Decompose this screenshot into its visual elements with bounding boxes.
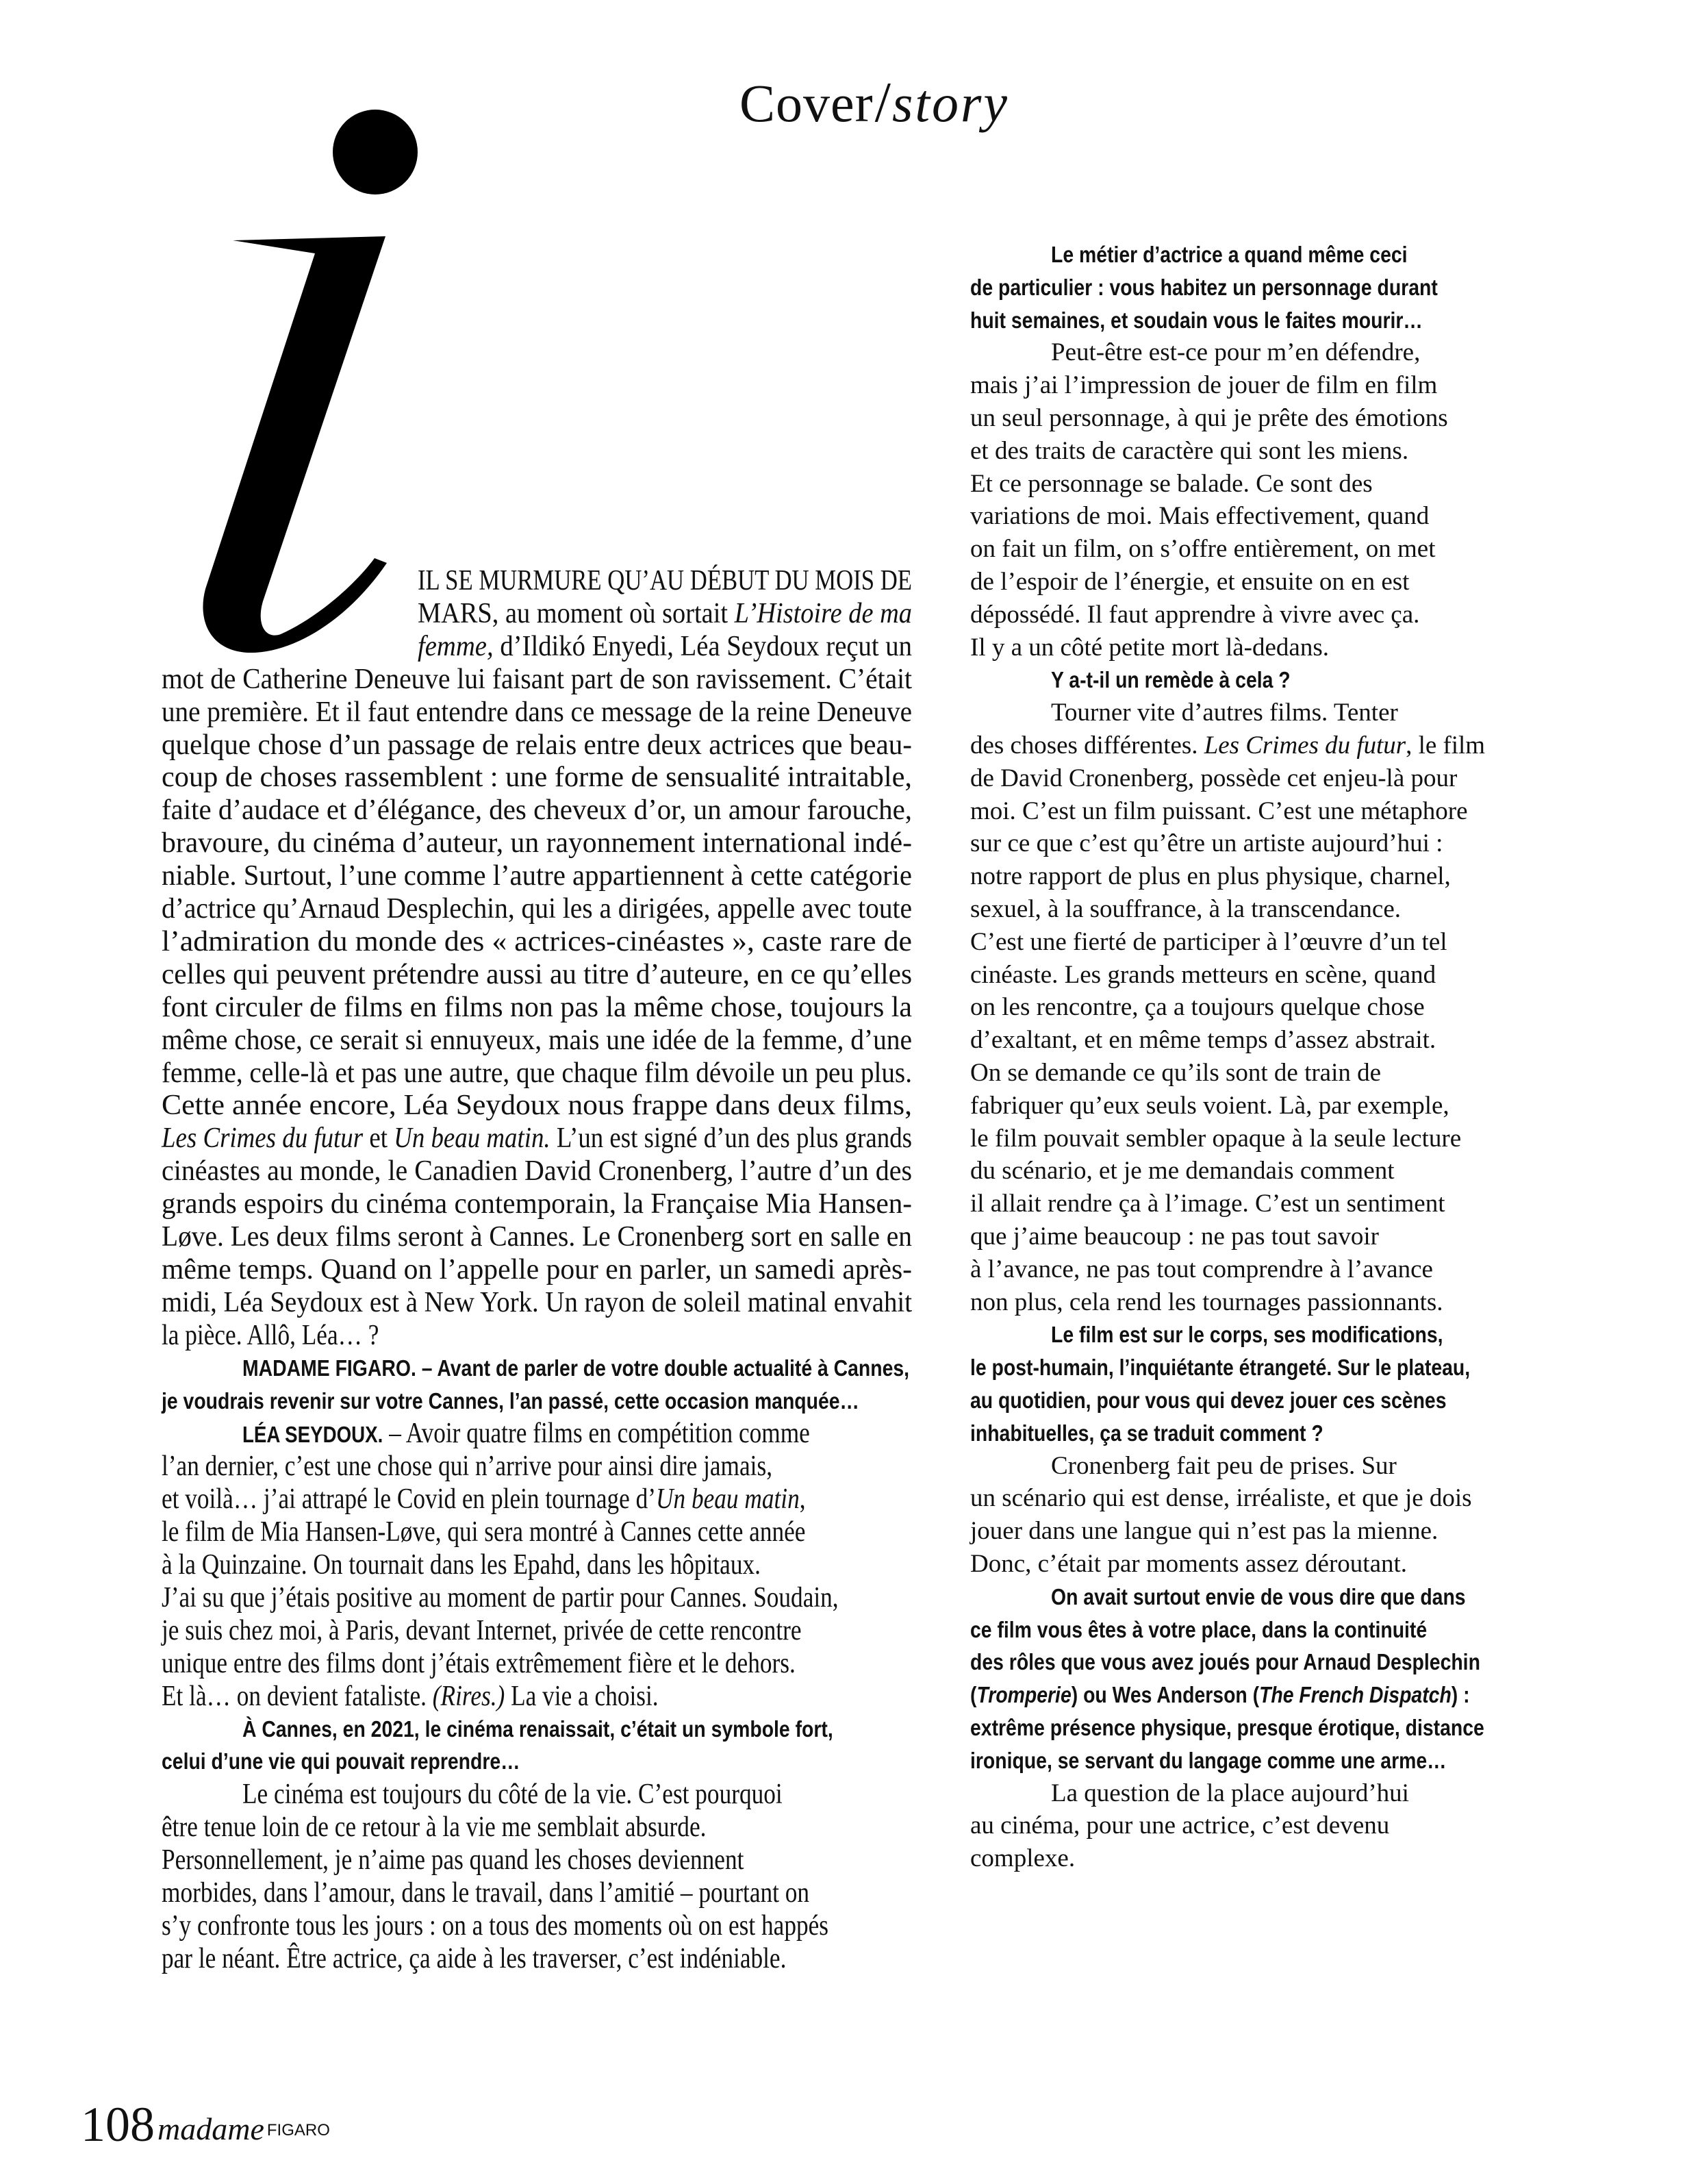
line-text: jouer dans une langue qui n’est pas la mienne. xyxy=(970,1517,1439,1546)
line-text: d’exaltant, et en même temps d’assez abstrait. xyxy=(970,1026,1436,1055)
line-text: Le cinéma est toujours du côté de la vie. C’est pourquoi xyxy=(242,1779,783,1811)
text-line xyxy=(162,1614,924,1647)
text-line xyxy=(162,1057,965,1090)
line-text: le film de Mia Hansen-Løve, qui sera montré à Cannes cette année xyxy=(162,1516,806,1548)
line-text: et des traits de caractère qui sont les miens. xyxy=(970,436,1409,465)
line-text: Le métier d’actrice a quand même ceci xyxy=(1051,242,1408,267)
text-line xyxy=(162,925,912,958)
text-line xyxy=(970,566,1409,599)
text-line xyxy=(162,1548,875,1581)
text-line xyxy=(162,859,936,892)
text-segment: – Avoir quatre films en compétition comme xyxy=(383,1418,810,1450)
text-segment: ) : xyxy=(1451,1682,1470,1708)
text-line xyxy=(970,827,1443,860)
text-segment: LÉA SEYDOUX. xyxy=(242,1422,383,1448)
text-line xyxy=(970,631,1329,664)
text-line xyxy=(970,1090,1449,1122)
line-text: une première. Et il faut entendre dans ce message de la reine Deneuve xyxy=(162,696,912,728)
text-line xyxy=(162,729,928,762)
text-line xyxy=(162,1188,927,1220)
text-line xyxy=(162,663,961,696)
line-text: au cinéma, pour une actrice, c’est devenu xyxy=(970,1811,1390,1840)
line-text: C’est une fierté de participer à l’œuvre d’un tel xyxy=(970,927,1447,956)
line-text: il allait rendre ça à l’image. C’est un sentiment xyxy=(970,1190,1445,1218)
line-text: de David Cronenberg, possède cet enjeu-là pour xyxy=(970,764,1458,792)
text-line xyxy=(970,795,1468,828)
line-text: d’actrice qu’Arnaud Desplechin, qui les a dirigées, appelle avec toute xyxy=(162,893,912,925)
line-text: celui d’une vie qui pouvait reprendre… xyxy=(162,1748,520,1774)
text-segment: , le film xyxy=(1406,731,1485,760)
text-segment: et xyxy=(363,1122,394,1155)
line-text: bravoure, du cinéma d’auteur, un rayonnement international indé- xyxy=(162,827,912,859)
line-text: cinéaste. Les grands metteurs en scène, quand xyxy=(970,960,1436,989)
line-text: l’admiration du monde des « actrices-cinéastes », caste rare de xyxy=(162,925,912,957)
text-line xyxy=(970,1024,1436,1057)
text-line xyxy=(162,1647,916,1680)
text-segment: ( xyxy=(970,1682,977,1708)
text-segment: , xyxy=(799,1483,806,1516)
line-text: Le film est sur le corps, ses modifications, xyxy=(1051,1322,1443,1348)
text-line xyxy=(970,1482,1472,1515)
line-text: même temps. Quand on l’appelle pour en parler, un samedi après- xyxy=(162,1253,912,1285)
line-text: complexe. xyxy=(970,1844,1076,1873)
text-line xyxy=(162,794,932,827)
text-line xyxy=(970,1057,1381,1090)
text-line xyxy=(970,1286,1443,1319)
text-line xyxy=(242,1778,885,1811)
page-footer xyxy=(81,2097,330,2152)
text-line xyxy=(970,1253,1433,1286)
line-text: Personnellement, je n’aime pas quand les choses deviennent xyxy=(162,1844,744,1877)
question-line xyxy=(1051,1318,1507,1351)
line-text: font circuler de films en films non pas la même chose, toujours la xyxy=(162,991,912,1023)
line-text: MADAME FIGARO. – Avant de parler de votre double actualité à Cannes, xyxy=(242,1355,910,1381)
line-text: Tourner vite d’autres films. Tenter xyxy=(1051,699,1398,727)
dropcap-i-icon xyxy=(178,82,424,671)
line-text: de particulier : vous habitez un personnage durant xyxy=(970,274,1438,300)
text-line xyxy=(242,1417,918,1450)
text-line xyxy=(418,564,1016,597)
line-text: cinéastes au monde, le Canadien David Cronenberg, l’autre d’un des xyxy=(162,1155,912,1188)
text-segment: d’Ildikó Enyedi, Léa Seydoux reçut un xyxy=(493,630,912,662)
italic-title: Tromperie xyxy=(976,1682,1072,1708)
line-text: dépossédé. Il faut apprendre à vivre avec ça. xyxy=(970,600,1420,629)
text-line xyxy=(970,762,1457,795)
line-text xyxy=(162,1483,806,1516)
line-text: Y a-t-il un remède à cela ? xyxy=(1051,667,1291,693)
line-text: un seul personnage, à qui je prête des émotions xyxy=(970,404,1448,432)
line-text: midi, Léa Seydoux est à New York. Un rayon de soleil matinal envahit xyxy=(162,1286,912,1318)
text-line xyxy=(162,1909,956,1942)
question-line xyxy=(970,1679,1551,1711)
text-line xyxy=(162,696,967,729)
text-segment: La vie a choisi. xyxy=(505,1680,659,1712)
question-line xyxy=(970,1351,1551,1384)
line-text: au quotidien, pour vous qui devez jouer ces scènes xyxy=(970,1388,1447,1413)
line-text: inhabituelles, ça se traduit comment ? xyxy=(970,1420,1323,1446)
line-text: quelque chose d’un passage de relais entre deux actrices que beau- xyxy=(162,729,912,761)
text-line xyxy=(162,1319,420,1352)
text-segment: Et là… on devient fataliste. xyxy=(162,1680,433,1712)
line-text: Cette année encore, Léa Seydoux nous frappe dans deux films, xyxy=(162,1090,912,1122)
line-text xyxy=(418,630,912,663)
text-segment: ) ou Wes Anderson ( xyxy=(1071,1682,1260,1708)
line-text: celles qui peuvent prétendre aussi au titre d’auteure, en ce qu’elles xyxy=(162,958,912,990)
text-line xyxy=(162,1253,919,1286)
line-text: mot de Catherine Deneuve lui faisant part de son ravissement. C’était xyxy=(162,663,912,695)
line-text: La question de la place aujourd’hui xyxy=(1051,1779,1409,1807)
line-text: unique entre des films dont j’étais extrêmement fière et le dehors. xyxy=(162,1647,796,1679)
text-line xyxy=(162,958,926,991)
line-text: grands espoirs du cinéma contemporain, la Française Mia Hansen- xyxy=(162,1188,912,1220)
line-text: ironique, se servant du langage comme une arme… xyxy=(970,1747,1447,1773)
text-line xyxy=(162,1089,912,1122)
text-segment: et voilà… j’ai attrapé le Covid en plein tournage d’ xyxy=(162,1483,657,1516)
text-line xyxy=(970,1842,1075,1875)
text-line xyxy=(162,761,912,794)
italic-title: Les Crimes du futur xyxy=(162,1122,364,1155)
line-text: Et ce personnage se balade. Ce sont des xyxy=(970,469,1373,498)
dropcap-dot xyxy=(333,110,418,194)
text-line xyxy=(162,1286,974,1319)
line-text: de l’espoir de l’énergie, et ensuite on en est xyxy=(970,568,1410,596)
section-title-cover: Cover xyxy=(739,73,874,133)
line-text: notre rapport de plus en plus physique, charnel, xyxy=(970,862,1451,891)
line-text: variations de moi. Mais effectivement, quand xyxy=(970,502,1430,531)
text-line xyxy=(162,1680,753,1713)
line-text: moi. C’est un film puissant. C’est une métaphore xyxy=(970,796,1468,825)
text-line xyxy=(970,1809,1389,1842)
text-line xyxy=(162,892,961,925)
question-line xyxy=(970,304,1496,337)
line-text: on fait un film, on s’offre entièrement, on met xyxy=(970,535,1436,564)
line-text: du scénario, et je me demandais comment xyxy=(970,1157,1395,1185)
text-line xyxy=(970,500,1429,533)
text-line xyxy=(1051,696,1398,729)
question-line xyxy=(970,1384,1524,1417)
text-line xyxy=(970,893,1401,926)
line-text: On se demande ce qu’ils sont de train de xyxy=(970,1059,1382,1087)
text-line xyxy=(162,991,915,1024)
line-text: faite d’audace et d’élégance, des cheveux d’or, un amour farouche, xyxy=(162,794,912,827)
question-line xyxy=(162,1385,973,1418)
text-line xyxy=(1051,1777,1409,1810)
text-line xyxy=(970,369,1437,402)
text-line xyxy=(970,533,1436,566)
question-line xyxy=(162,1745,579,1778)
line-text: le film pouvait sembler opaque à la seule lecture xyxy=(970,1124,1462,1153)
text-line xyxy=(162,1942,905,1975)
text-line xyxy=(1051,336,1420,369)
line-text: Il y a un côté petite mort là-dedans. xyxy=(970,633,1329,662)
page-number: 108 xyxy=(81,2097,155,2152)
text-line xyxy=(1051,1450,1397,1483)
brand-figaro: FIGARO xyxy=(266,2121,330,2139)
line-text: par le néant. Être actrice, ça aide à les traverser, c’est indéniable. xyxy=(162,1942,787,1974)
line-text: On avait surtout envie de vous dire que dans xyxy=(1051,1583,1466,1609)
line-text: s’y confronte tous les jours : on a tous des moments où on est happés xyxy=(162,1909,828,1942)
question-line xyxy=(970,1417,1381,1450)
text-line xyxy=(970,991,1425,1024)
text-segment: L’un est signé d’un des plus grands xyxy=(550,1122,912,1155)
text-line xyxy=(970,435,1408,468)
line-text: je voudrais revenir sur votre Cannes, l’an passé, cette occasion manquée… xyxy=(162,1388,859,1414)
text-line xyxy=(970,926,1447,959)
text-line xyxy=(162,1844,854,1877)
text-line xyxy=(970,1220,1379,1253)
text-line xyxy=(162,1811,810,1844)
italic-title: (Rires.) xyxy=(432,1680,505,1712)
line-text: Peut-être est-ce pour m’en défendre, xyxy=(1051,338,1421,367)
line-text: à l’avance, ne pas tout comprendre à l’avance xyxy=(970,1255,1433,1283)
line-text: un scénario qui est dense, irréaliste, et que je dois xyxy=(970,1484,1472,1513)
line-text: IL SE MURMURE QU’AU DÉBUT DU MOIS DE xyxy=(418,565,912,597)
text-line xyxy=(162,1877,933,1909)
section-header xyxy=(739,68,1009,138)
line-text: la pièce. Allô, Léa… ? xyxy=(162,1319,379,1351)
line-text xyxy=(970,1679,1470,1711)
line-text xyxy=(418,597,912,630)
slash-divider: / xyxy=(874,71,891,134)
line-text: même chose, ce serait si ennuyeux, mais une idée de la femme, d’une xyxy=(162,1024,912,1056)
line-text: J’ai su que j’étais positive au moment de partir pour Cannes. Soudain, xyxy=(162,1581,839,1614)
italic-title: L’Histoire de ma xyxy=(734,597,912,629)
line-text: ce film vous êtes à votre place, dans la continuité xyxy=(970,1616,1428,1642)
line-text: à la Quinzaine. On tournait dans les Epahd, dans les hôpitaux. xyxy=(162,1549,761,1581)
line-text: fabriquer qu’eux seuls voient. Là, par exemple, xyxy=(970,1091,1449,1120)
question-line xyxy=(970,1711,1568,1744)
text-segment: des choses différentes. xyxy=(970,731,1204,760)
line-text: Donc, c’était par moments assez déroutant. xyxy=(970,1550,1408,1578)
line-text: sexuel, à la souffrance, à la transcendance. xyxy=(970,895,1402,923)
line-text: Cronenberg fait peu de prises. Sur xyxy=(1051,1451,1397,1480)
line-text: non plus, cela rend les tournages passionnants. xyxy=(970,1288,1443,1316)
line-text: À Cannes, en 2021, le cinéma renaissait, c’était un symbole fort, xyxy=(242,1716,833,1742)
italic-title: femme, xyxy=(418,630,494,662)
text-line xyxy=(970,402,1448,435)
question-line xyxy=(242,1713,929,1746)
section-title-story: story xyxy=(891,73,1009,133)
line-text: être tenue loin de ce retour à la vie me semblait absurde. xyxy=(162,1811,707,1844)
question-line xyxy=(970,1646,1563,1679)
dropcap-stem xyxy=(203,236,387,653)
line-text: niable. Surtout, l’une comme l’autre appartiennent à cette catégorie xyxy=(162,860,912,892)
line-text xyxy=(162,1122,912,1155)
line-text: Løve. Les deux films seront à Cannes. Le Cronenberg sort en salle en xyxy=(162,1221,912,1253)
text-line xyxy=(970,1122,1461,1155)
line-text: que j’aime beaucoup : ne pas tout savoir xyxy=(970,1222,1379,1251)
italic-title: Un beau matin. xyxy=(394,1122,550,1155)
text-line xyxy=(418,597,959,630)
text-line xyxy=(970,959,1436,992)
line-text xyxy=(242,1417,810,1451)
text-line xyxy=(162,827,918,859)
line-text xyxy=(162,1680,659,1713)
text-segment: MARS, au moment où sortait xyxy=(418,597,735,629)
line-text: sur ce que c’est qu’être un artiste aujourd’hui : xyxy=(970,829,1443,858)
italic-title: Un beau matin xyxy=(656,1483,800,1516)
text-line xyxy=(970,1188,1445,1220)
brand-madame: madame xyxy=(157,2111,264,2146)
line-text: extrême présence physique, presque érotique, distance xyxy=(970,1715,1484,1740)
question-line xyxy=(1051,1581,1533,1614)
text-line xyxy=(970,468,1373,501)
question-line xyxy=(1051,664,1330,696)
question-line xyxy=(1051,238,1465,271)
text-line xyxy=(970,599,1419,631)
text-line xyxy=(162,1155,951,1188)
line-text xyxy=(970,729,1485,762)
line-text: mais j’ai l’impression de jouer de film en film xyxy=(970,371,1438,400)
line-text: je suis chez moi, à Paris, devant Internet, privée de cette rencontre xyxy=(162,1614,802,1646)
text-line xyxy=(418,630,954,663)
text-line xyxy=(162,1220,961,1253)
line-text: le post-humain, l’inquiétante étrangeté. Sur le plateau, xyxy=(970,1355,1471,1381)
text-line xyxy=(970,729,1486,762)
text-line xyxy=(162,1122,1016,1155)
line-text: on les rencontre, ça a toujours quelque chose xyxy=(970,993,1425,1022)
line-text: morbides, dans l’amour, dans le travail, dans l’amitié – pourtant on xyxy=(162,1877,810,1909)
question-line xyxy=(242,1352,1018,1385)
line-text: l’an dernier, c’est une chose qui n’arrive pour ainsi dire jamais, xyxy=(162,1451,773,1483)
text-line xyxy=(970,1155,1395,1188)
text-line xyxy=(162,1024,961,1057)
text-line xyxy=(162,1483,928,1516)
text-line xyxy=(970,860,1451,893)
italic-title: Les Crimes du futur xyxy=(1204,731,1406,760)
text-line xyxy=(970,1515,1438,1548)
line-text: femme, celle-là et pas une autre, que chaque film dévoile un peu plus. xyxy=(162,1057,912,1089)
text-line xyxy=(162,1516,928,1548)
question-line xyxy=(970,1614,1501,1646)
text-line xyxy=(970,1548,1407,1581)
italic-title: The French Dispatch xyxy=(1259,1682,1452,1708)
text-line xyxy=(162,1450,889,1483)
text-line xyxy=(162,1581,967,1614)
line-text: huit semaines, et soudain vous le faites mourir… xyxy=(970,307,1423,333)
line-text: coup de choses rassemblent : une forme de sensualité intraitable, xyxy=(162,762,912,794)
question-line xyxy=(970,1744,1524,1777)
question-line xyxy=(970,271,1514,304)
line-text: des rôles que vous avez joués pour Arnaud Desplechin xyxy=(970,1649,1480,1675)
